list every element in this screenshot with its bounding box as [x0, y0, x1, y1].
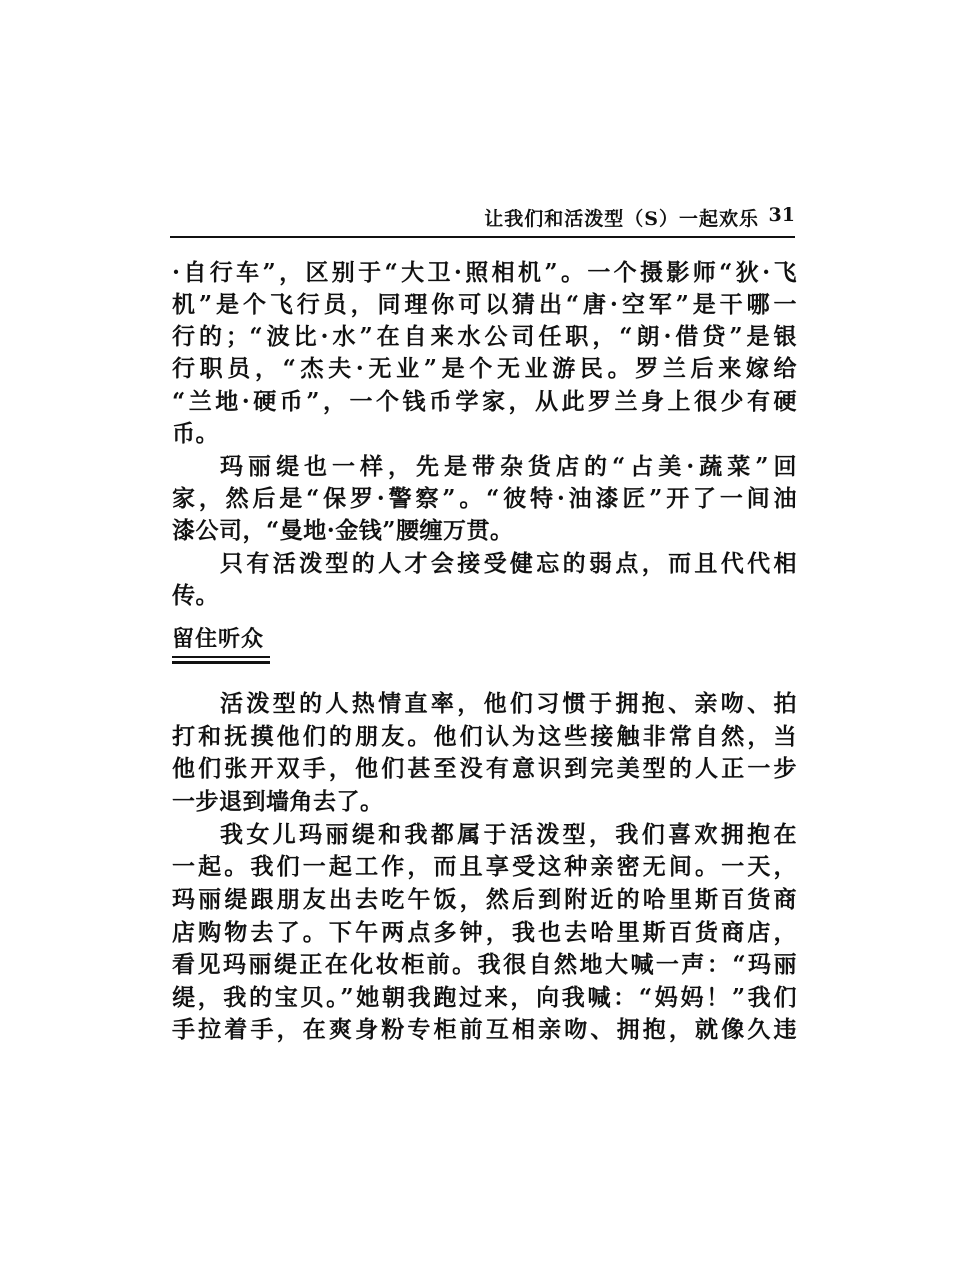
title-underline [172, 656, 270, 658]
header-rule [170, 236, 795, 238]
text-line: 家，然后是“保罗·警察”。“彼特·油漆匠”开了一间油 [172, 485, 797, 512]
text-line: 一步退到墙角去了。 [172, 788, 384, 815]
page-number: 31 [768, 204, 795, 226]
text-line: 我女儿玛丽缇和我都属于活泼型，我们喜欢拥抱在 [220, 821, 797, 848]
text-line: 机”是个飞行员，同理你可以猜出“唐·空军”是干哪一 [172, 291, 797, 318]
text-line: 店购物去了。下午两点多钟，我也去哈里斯百货商店， [172, 919, 797, 946]
text-line: 行的；“波比·水”在自来水公司任职，“朗·借贷”是银 [172, 323, 797, 350]
text-line: 缇，我的宝贝。”她朝我跑过来，向我喊：“妈妈！”我们 [172, 984, 797, 1011]
text-line: 币。 [172, 420, 219, 447]
running-title: 让我们和活泼型（S）一起欢乐 [484, 208, 759, 230]
text-line: 行职员，“杰夫·无业”是个无业游民。罗兰后来嫁给 [172, 355, 797, 382]
text-line: 玛丽缇也一样，先是带杂货店的“占美·蔬菜”回 [220, 453, 797, 480]
text-line: 他们张开双手，他们甚至没有意识到完美型的人正一步 [172, 755, 797, 782]
page-header [170, 200, 795, 230]
text-line: 打和抚摸他们的朋友。他们认为这些接触非常自然，当 [172, 723, 797, 750]
text-line: 只有活泼型的人才会接受健忘的弱点，而且代代相 [220, 550, 797, 577]
text-line: 传。 [172, 582, 219, 609]
text-line: 漆公司，“曼地·金钱”腰缠万贯。 [172, 517, 514, 544]
title-underline [172, 661, 270, 664]
text-line: ·自行车”，区别于“大卫·照相机”。一个摄影师“狄·飞 [172, 259, 797, 286]
text-line: 玛丽缇跟朋友出去吃午饭，然后到附近的哈里斯百货商 [172, 886, 797, 913]
text-line: 手拉着手，在爽身粉专柜前互相亲吻、拥抱，就像久违 [172, 1016, 797, 1043]
text-line: 活泼型的人热情直率，他们习惯于拥抱、亲吻、拍 [220, 690, 797, 717]
text-line: 一起。我们一起工作，而且享受这种亲密无间。一天， [172, 853, 797, 880]
text-line: “兰地·硬币”，一个钱币学家，从此罗兰身上很少有硬 [172, 388, 797, 415]
text-line: 看见玛丽缇正在化妆柜前。我很自然地大喊一声：“玛丽 [172, 951, 797, 978]
section-title: 留住听众 [172, 626, 265, 652]
